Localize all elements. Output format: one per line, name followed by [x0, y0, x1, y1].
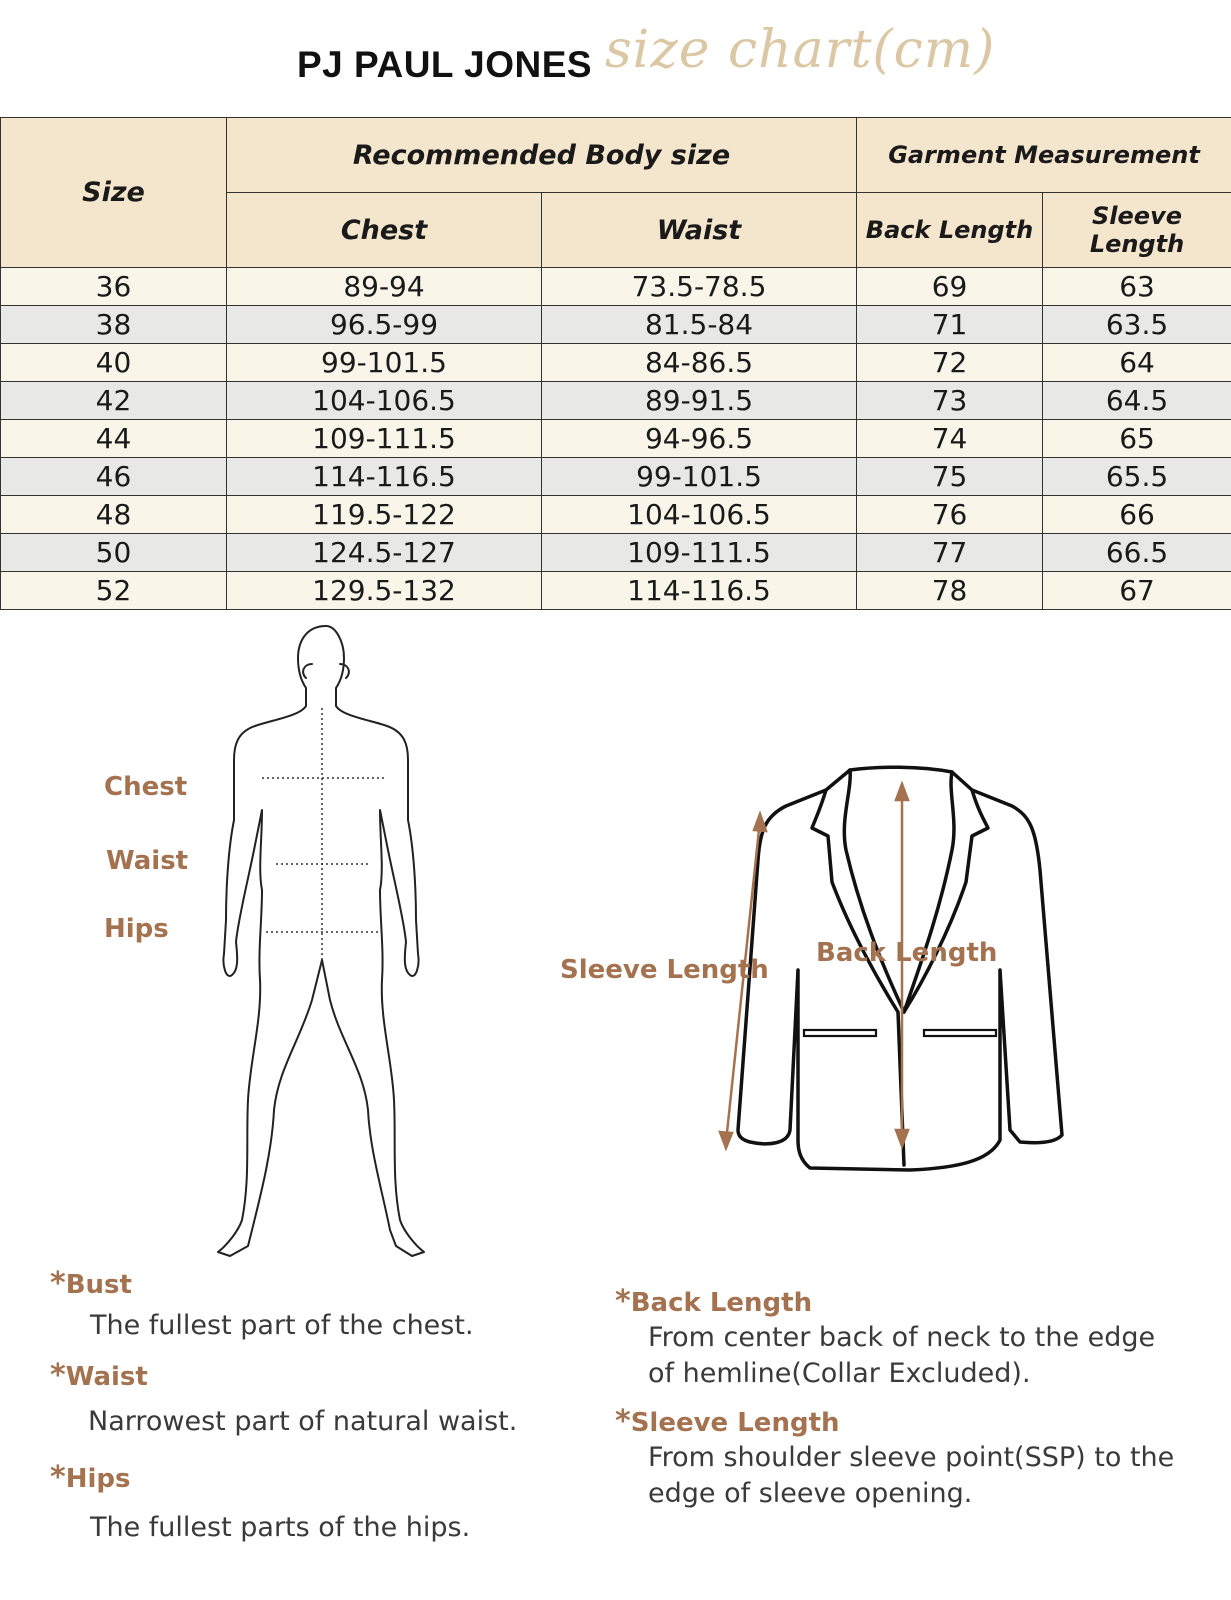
title-bar	[0, 14, 1231, 114]
chest-cell: 124.5-127	[227, 534, 542, 572]
star-icon: *	[50, 1266, 66, 1301]
waist-header: Waist	[542, 193, 857, 268]
size-cell: 44	[1, 420, 227, 458]
waist-cell: 104-106.5	[542, 496, 857, 534]
table-row	[1, 572, 1231, 610]
size-cell: 42	[1, 382, 227, 420]
star-icon: *	[615, 1404, 631, 1439]
chest-cell: 109-111.5	[227, 420, 542, 458]
table-row	[1, 268, 1231, 306]
sleeve-length-cell: 64	[1043, 344, 1231, 382]
waist-note-title: *Waist	[50, 1358, 148, 1393]
chest-label: Chest	[104, 772, 188, 802]
back-length-cell: 73	[857, 382, 1043, 420]
hips-note-text: The fullest parts of the hips.	[90, 1512, 471, 1543]
waist-cell: 84-86.5	[542, 344, 857, 382]
body-outline-icon	[218, 626, 424, 1256]
back-length-cell: 71	[857, 306, 1043, 344]
table-row	[1, 306, 1231, 344]
size-table	[0, 117, 1231, 610]
chest-cell: 114-116.5	[227, 458, 542, 496]
size-cell: 48	[1, 496, 227, 534]
chest-cell: 119.5-122	[227, 496, 542, 534]
sleeve-length-cell: 65	[1043, 420, 1231, 458]
sleeve-length-cell: 63	[1043, 268, 1231, 306]
chest-cell: 96.5-99	[227, 306, 542, 344]
size-cell: 36	[1, 268, 227, 306]
sleeve-length-cell: 64.5	[1043, 382, 1231, 420]
chest-cell: 99-101.5	[227, 344, 542, 382]
chest-cell: 89-94	[227, 268, 542, 306]
back-length-note-text: From center back of neck to the edge of hemline(Collar Excluded).	[648, 1322, 1156, 1389]
sleeve-length-note-text: From shoulder sleeve point(SSP) to the edge of sleeve opening.	[648, 1442, 1175, 1509]
table-body	[1, 268, 1231, 610]
table-row	[1, 382, 1231, 420]
back-length-cell: 74	[857, 420, 1043, 458]
brand-name: PJ PAUL JONES	[297, 44, 593, 85]
size-cell: 52	[1, 572, 227, 610]
back-length-label: Back Length	[816, 938, 998, 968]
sleeve-length-cell: 66.5	[1043, 534, 1231, 572]
chest-cell: 129.5-132	[227, 572, 542, 610]
waist-note-text: Narrowest part of natural waist.	[88, 1406, 518, 1437]
size-cell: 50	[1, 534, 227, 572]
chart-subtitle: size chart(cm)	[605, 20, 996, 80]
sleeve-length-cell: 67	[1043, 572, 1231, 610]
table-row	[1, 496, 1231, 534]
bust-note-text: The fullest part of the chest.	[90, 1310, 474, 1341]
back-length-cell: 69	[857, 268, 1043, 306]
measurement-illustration	[0, 620, 1231, 1280]
table-row	[1, 534, 1231, 572]
star-icon: *	[615, 1284, 631, 1319]
waist-label: Waist	[106, 846, 189, 876]
sleeve-length-header: Sleeve Length	[1043, 193, 1231, 268]
hips-note-title: *Hips	[50, 1460, 131, 1495]
waist-cell: 94-96.5	[542, 420, 857, 458]
waist-cell: 81.5-84	[542, 306, 857, 344]
sleeve-length-note-title: *Sleeve Length	[615, 1404, 840, 1439]
waist-cell: 114-116.5	[542, 572, 857, 610]
waist-cell: 73.5-78.5	[542, 268, 857, 306]
table-row	[1, 344, 1231, 382]
back-length-note-title: *Back Length	[615, 1284, 813, 1319]
table-row	[1, 458, 1231, 496]
back-length-header: Back Length	[857, 193, 1043, 268]
back-length-cell: 77	[857, 534, 1043, 572]
bust-note-title: *Bust	[50, 1266, 132, 1301]
body-size-group-header: Recommended Body size	[227, 118, 857, 193]
measurement-guides	[262, 708, 386, 965]
size-cell: 38	[1, 306, 227, 344]
star-icon: *	[50, 1460, 66, 1495]
size-cell: 40	[1, 344, 227, 382]
star-icon: *	[50, 1358, 66, 1393]
size-cell: 46	[1, 458, 227, 496]
jacket-outline-icon	[738, 767, 1062, 1170]
back-length-cell: 75	[857, 458, 1043, 496]
hips-label: Hips	[104, 914, 169, 944]
waist-cell: 99-101.5	[542, 458, 857, 496]
sleeve-length-cell: 63.5	[1043, 306, 1231, 344]
waist-cell: 109-111.5	[542, 534, 857, 572]
back-length-cell: 76	[857, 496, 1043, 534]
back-length-cell: 78	[857, 572, 1043, 610]
sleeve-length-label: Sleeve Length	[560, 955, 769, 985]
size-header: Size	[1, 118, 227, 268]
waist-cell: 89-91.5	[542, 382, 857, 420]
sleeve-length-cell: 65.5	[1043, 458, 1231, 496]
table-row	[1, 420, 1231, 458]
chest-header: Chest	[227, 193, 542, 268]
garment-group-header: Garment Measurement	[857, 118, 1231, 193]
sleeve-length-cell: 66	[1043, 496, 1231, 534]
chest-cell: 104-106.5	[227, 382, 542, 420]
back-length-cell: 72	[857, 344, 1043, 382]
